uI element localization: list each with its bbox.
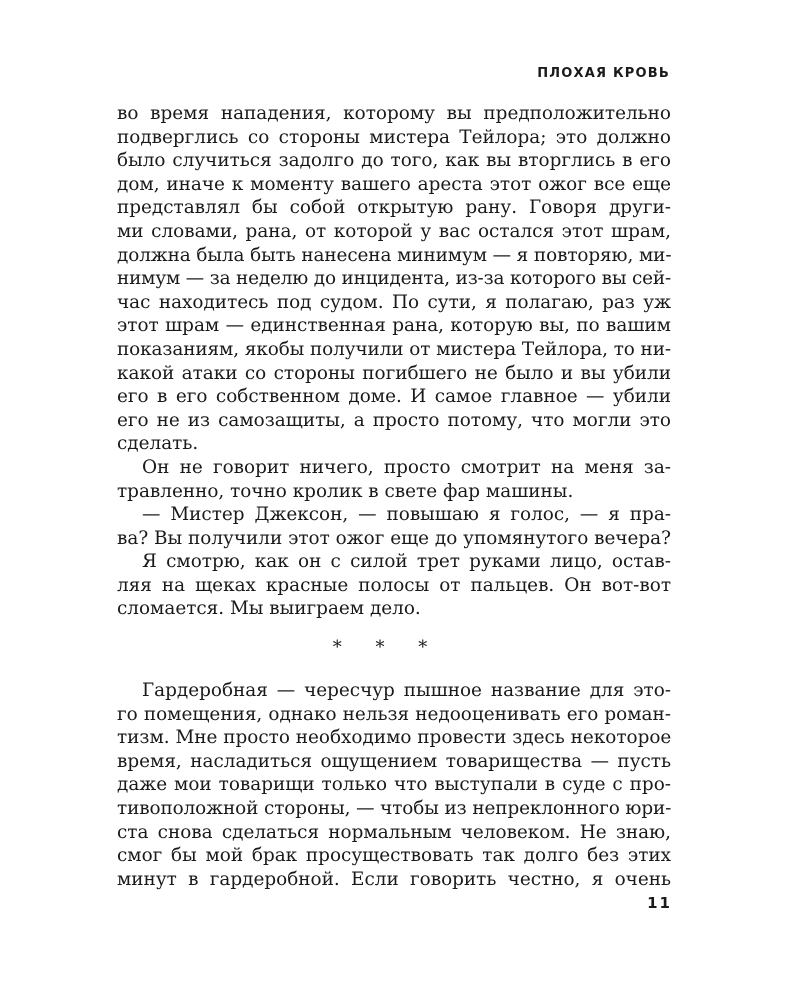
separator-asterisks: * * * (332, 637, 442, 658)
text-line: Гардеробная — чересчур пышное название для это- (142, 680, 671, 701)
text-line: показаниям, якобы получили от мистера Тейлора, то ни- (117, 338, 671, 360)
text-line: ми словами, рана, от которой у вас остался этот шрам, (117, 220, 671, 242)
page-number: 11 (647, 894, 672, 912)
text-line: его в его собственном доме. И самое главное — убили (117, 386, 671, 408)
body-text-top (117, 102, 671, 621)
text-line: — Мистер Джексон, — повышаю я голос, — я пра- (142, 504, 671, 526)
text-line: должна была быть нанесена минимум — я повторяю, ми- (117, 244, 672, 266)
text-line: Он не говорит ничего, просто смотрит на меня за- (142, 456, 671, 478)
text-line: час находитесь под судом. По сути, я полагаю, раз уж (117, 291, 671, 313)
text-line: тизм. Мне просто необходимо провести здесь некоторое (117, 727, 672, 749)
text-line: минут в гардеробной. Если говорить честно, я очень (117, 868, 671, 890)
text-line: смог бы мой брак просуществовать так долго без этих (117, 845, 671, 867)
text-line: сделать. (117, 433, 199, 455)
text-line: подверглись со стороны мистера Тейлора; это должно (117, 126, 671, 148)
text-line: было случиться задолго до того, как вы вторглись в его (117, 150, 671, 172)
text-line: го помещения, однако нельзя недооценивать его роман- (117, 703, 671, 725)
text-line: во время нападения, которому вы предположительно (117, 103, 671, 124)
text-line: этот шрам — единственная рана, которую вы, по вашим (117, 315, 671, 337)
running-title: ПЛОХАЯ КРОВЬ (537, 66, 670, 81)
text-line: представлял бы собой открытую рану. Говоря други- (117, 197, 671, 219)
section-separator (0, 637, 800, 658)
text-line: нимум — за неделю до инцидента, из-за которого вы сей- (117, 268, 671, 290)
text-line: время, насладиться ощущением товарищества — пусть (117, 750, 671, 772)
text-line: ста снова сделаться нормальным человеком. Не знаю, (117, 821, 671, 843)
text-line: тивоположной стороны, — чтобы из непреклонного юри- (117, 797, 672, 819)
text-line: какой атаки со стороны погибшего не было и вы убили (117, 362, 671, 384)
text-line: ляя на щеках красные полосы от пальцев. Он вот-вот (117, 574, 671, 596)
text-line: Я смотрю, как он с силой трет руками лицо, остав- (142, 551, 671, 573)
text-line: его не из самозащиты, а просто потому, что могли это (117, 409, 671, 431)
text-line: травленно, точно кролик в свете фар машины. (117, 480, 574, 502)
text-line: сломается. Мы выиграем дело. (117, 598, 421, 620)
text-line: даже мои товарищи только что выступали в суде с про- (117, 774, 671, 796)
body-text-bottom (117, 679, 671, 891)
text-line: ва? Вы получили этот ожог еще до упомянутого вечера? (117, 527, 671, 549)
text-line: дом, иначе к моменту вашего ареста этот ожог все еще (117, 173, 671, 195)
